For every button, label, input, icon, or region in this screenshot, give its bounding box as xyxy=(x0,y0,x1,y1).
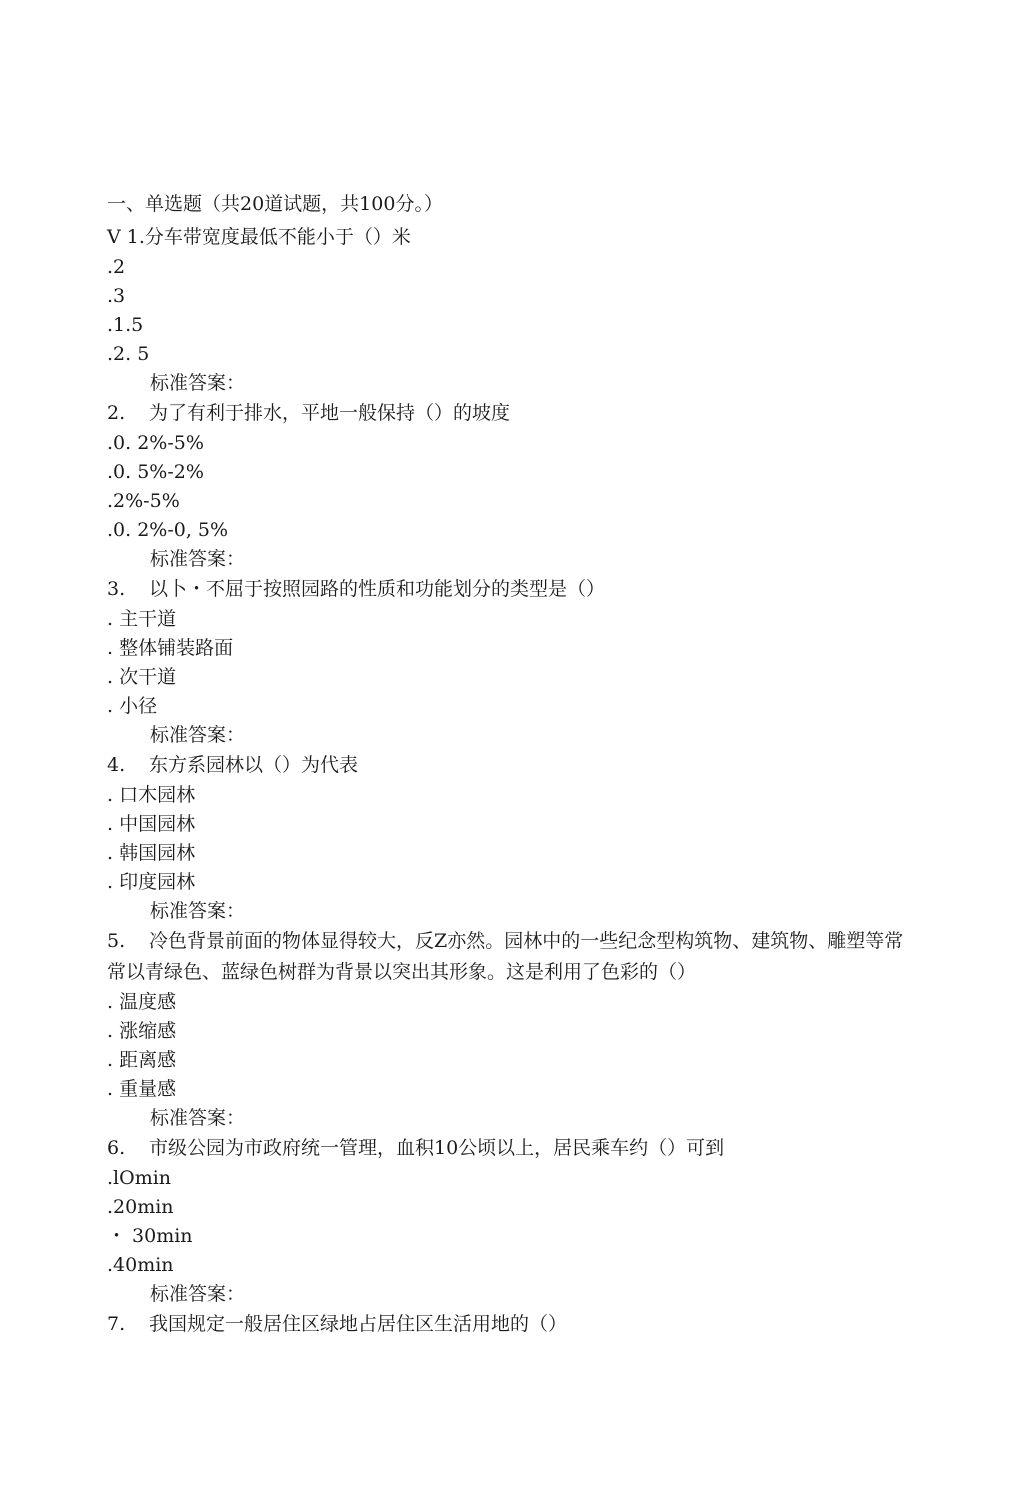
option-b: . 整体铺装路面 xyxy=(107,637,234,659)
option-d: . 小径 xyxy=(107,695,158,717)
section-title: 一、单选题（共20道试题，共100分。） xyxy=(107,193,443,215)
answer-label: 标准答案： xyxy=(150,1107,246,1129)
option-b: .20min xyxy=(107,1196,174,1218)
option-d: .2. 5 xyxy=(107,343,150,365)
option-c: .2%-5% xyxy=(107,490,180,512)
question-2 xyxy=(107,398,907,429)
question-text: 为了有利于排水，平地一般保持（）的坡度 xyxy=(149,402,511,424)
question-number: 2. xyxy=(107,402,126,424)
question-3 xyxy=(107,574,907,605)
option-c: . 距离感 xyxy=(107,1049,177,1071)
answer-label: 标准答案： xyxy=(150,548,246,570)
question-number: V 1. xyxy=(107,226,145,248)
question-text: 市级公园为市政府统一管理，血积10公顷以上，居民乘车约（）可到 xyxy=(149,1137,725,1159)
option-c: . 韩国园林 xyxy=(107,842,196,864)
question-text: 以卜・不屈于按照园路的性质和功能划分的类型是（） xyxy=(149,578,606,600)
answer-label: 标准答案： xyxy=(150,372,246,394)
question-1 xyxy=(107,222,907,253)
exam-content xyxy=(107,188,907,1340)
option-b: .0. 5%-2% xyxy=(107,461,204,483)
option-a: .lOmin xyxy=(107,1167,172,1189)
question-number: 7. xyxy=(107,1313,126,1335)
option-d: . 重量感 xyxy=(107,1078,177,1100)
question-7 xyxy=(107,1309,907,1340)
question-text: 东方系园林以（）为代表 xyxy=(149,754,359,776)
option-a: .0. 2%-5% xyxy=(107,432,204,454)
answer-label: 标准答案： xyxy=(150,724,246,746)
question-text: 分车带宽度最低不能小于（）米 xyxy=(144,226,411,248)
question-text: 冷色背景前面的物体显得较大，反Z亦然。园林中的一些纪念型构筑物、建筑物、雕塑等常常以青绿色、蓝绿色树群为背景以突出其形象。这是利用了色彩的（） xyxy=(107,930,904,983)
option-b: . 涨缩感 xyxy=(107,1020,177,1042)
question-number: 6. xyxy=(107,1137,126,1159)
option-c: ・ 30min xyxy=(107,1225,193,1247)
question-number: 5. xyxy=(107,930,126,952)
option-b: .3 xyxy=(107,285,126,307)
option-a: . 口木园林 xyxy=(107,784,196,806)
question-5 xyxy=(107,926,907,988)
option-c: .1.5 xyxy=(107,314,144,336)
option-d: .40min xyxy=(107,1254,174,1276)
option-d: .0. 2%-0, 5% xyxy=(107,519,229,541)
option-a: . 主干道 xyxy=(107,608,177,630)
question-text: 我国规定一般居住区绿地占居住区生活用地的（） xyxy=(149,1313,568,1335)
answer-label: 标准答案： xyxy=(150,1283,246,1305)
question-6 xyxy=(107,1133,907,1164)
answer-label: 标准答案： xyxy=(150,900,246,922)
question-number: 4. xyxy=(107,754,126,776)
question-4 xyxy=(107,750,907,781)
question-number: 3. xyxy=(107,578,126,600)
option-c: . 次干道 xyxy=(107,666,177,688)
option-a: . 温度感 xyxy=(107,991,177,1013)
option-d: . 印度园林 xyxy=(107,871,196,893)
option-b: . 中国园林 xyxy=(107,813,196,835)
option-a: .2 xyxy=(107,256,126,278)
